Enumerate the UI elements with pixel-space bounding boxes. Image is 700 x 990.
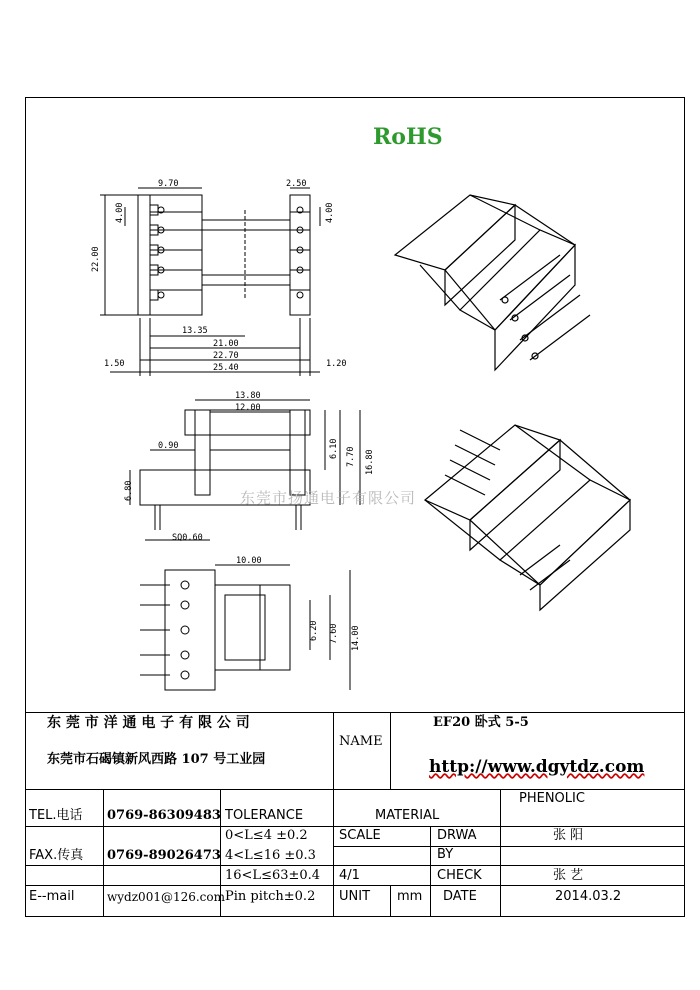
tolerance-label: TOLERANCE xyxy=(225,808,304,823)
dim-6-80: 6.80 xyxy=(124,480,134,501)
dim-13-80: 13.80 xyxy=(235,391,261,401)
pin-pitch: Pin pitch±0.2 xyxy=(225,889,316,904)
dim-10-00: 10.00 xyxy=(236,556,262,566)
dim-16-80: 16.80 xyxy=(365,449,375,475)
dim-14-00: 14.00 xyxy=(351,625,361,651)
drawn-by-value: 张 阳 xyxy=(553,828,584,843)
tb-line-5 xyxy=(25,885,685,886)
tb-vline-f xyxy=(430,826,431,917)
date-label: DATE xyxy=(443,889,477,904)
drawn-label-2: BY xyxy=(437,847,454,862)
email-value: wydz001@126.com xyxy=(107,890,226,904)
isometric-view-top xyxy=(395,195,590,370)
fax-value: 0769-89026473 xyxy=(107,848,221,863)
dim-1-20: 1.20 xyxy=(326,359,347,369)
company-name: 东 莞 市 洋 通 电 子 有 限 公 司 xyxy=(47,715,250,731)
dim-sq0-60: SQ0.60 xyxy=(172,533,203,543)
title-block xyxy=(25,712,685,917)
dim-7-60: 7.60 xyxy=(329,623,339,644)
side-view xyxy=(130,400,360,540)
email-label: E--mail xyxy=(29,889,75,904)
tolerance-line-1: 0<L≤4 ±0.2 xyxy=(225,828,308,843)
tb-line-1 xyxy=(25,789,685,790)
material-label: MATERIAL xyxy=(375,808,440,823)
tb-line-top xyxy=(25,712,685,713)
tb-vline-c xyxy=(103,789,104,917)
name-label: NAME xyxy=(339,734,383,749)
tb-line-4 xyxy=(25,865,685,866)
tb-vline-e xyxy=(500,789,501,826)
tolerance-line-3: 16<L≤63±0.4 xyxy=(225,868,321,883)
check-label: CHECK xyxy=(437,868,482,883)
dim-21-00: 21.00 xyxy=(213,339,239,349)
tb-line-2 xyxy=(25,826,685,827)
tb-line-3 xyxy=(333,846,685,847)
tb-vline-a xyxy=(333,712,334,917)
dim-6-20: 6.20 xyxy=(309,620,319,641)
dim-22-00: 22.00 xyxy=(91,246,101,272)
unit-value: mm xyxy=(397,889,423,904)
dim-0-90: 0.90 xyxy=(158,441,179,451)
scale-label: SCALE xyxy=(339,828,381,843)
tolerance-line-2: 4<L≤16 ±0.3 xyxy=(225,848,316,863)
name-value: EF20 卧式 5-5 xyxy=(433,715,529,730)
isometric-view-bottom xyxy=(425,425,630,610)
tel-value: 0769-86309483 xyxy=(107,808,221,823)
dim-1-50: 1.50 xyxy=(104,359,125,369)
drawn-label-1: DRWA xyxy=(437,828,477,843)
top-view xyxy=(100,188,320,376)
check-value: 张 艺 xyxy=(553,868,584,883)
fax-label: FAX.传真 xyxy=(29,848,84,863)
tel-label: TEL.电话 xyxy=(29,808,83,823)
dim-4-00-right: 4.00 xyxy=(325,202,335,223)
rohs-mark: RoHS xyxy=(373,124,443,150)
tb-vline-g xyxy=(500,826,501,917)
tb-vline-h xyxy=(390,885,391,917)
dim-7-70: 7.70 xyxy=(346,446,356,467)
tb-line-bottom xyxy=(25,916,685,917)
dim-9-70: 9.70 xyxy=(158,179,179,189)
dim-6-10: 6.10 xyxy=(329,438,339,459)
unit-label: UNIT xyxy=(339,889,371,904)
dim-13-35: 13.35 xyxy=(182,326,208,336)
dim-2-50: 2.50 xyxy=(286,179,307,189)
dim-25-40: 25.40 xyxy=(213,363,239,373)
date-value: 2014.03.2 xyxy=(555,889,622,904)
dim-12-00: 12.00 xyxy=(235,403,261,413)
scale-value: 4/1 xyxy=(339,868,360,883)
dim-22-70: 22.70 xyxy=(213,351,239,361)
website-link[interactable]: http://www.dgytdz.com xyxy=(429,757,645,777)
watermark-text: 东莞市扬通电子有限公司 xyxy=(240,489,417,507)
material-value: PHENOLIC xyxy=(519,791,585,806)
company-address: 东莞市石碣镇新风西路 107 号工业园 xyxy=(47,752,266,767)
dim-4-00-left: 4.00 xyxy=(115,202,125,223)
tb-vline-b xyxy=(390,712,391,789)
